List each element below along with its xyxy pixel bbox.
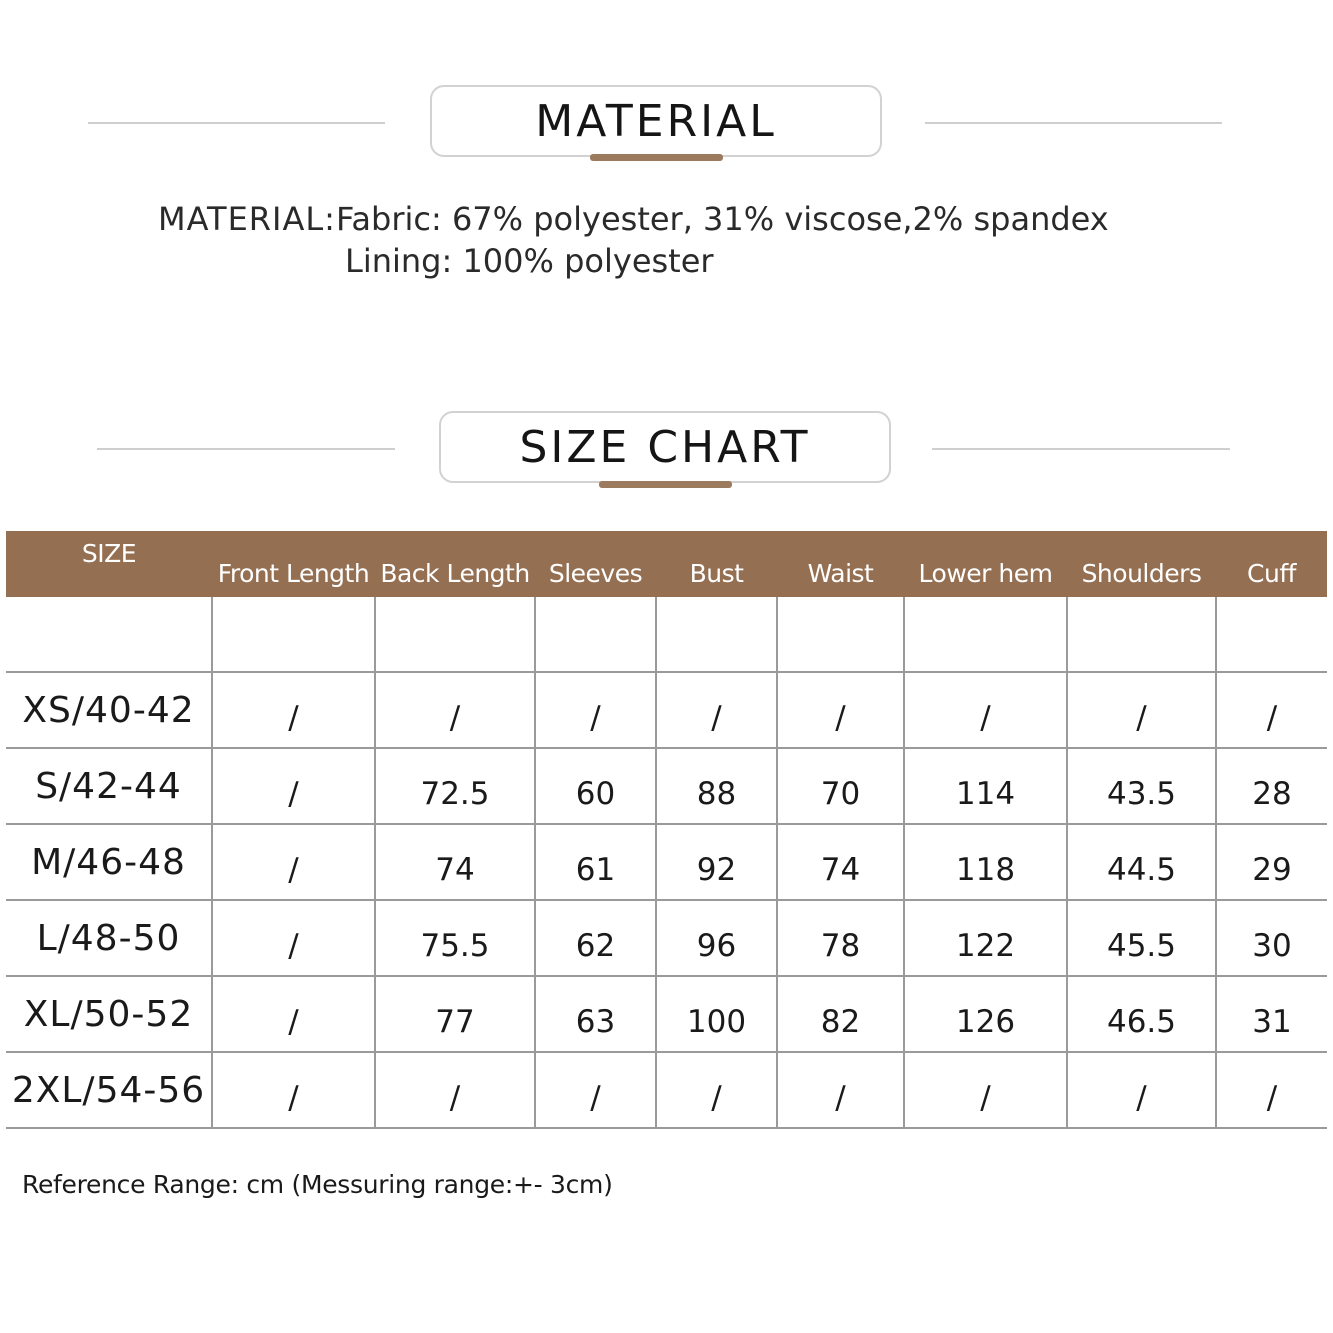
measurement-cell — [777, 824, 904, 900]
measurement-value: 122 — [955, 928, 1016, 964]
measurement-value: 61 — [575, 852, 616, 888]
measurement-cell — [777, 900, 904, 976]
measurement-cell — [904, 748, 1067, 824]
size-cell — [6, 748, 212, 824]
column-header-back-length — [375, 531, 535, 597]
measurement-cell — [375, 672, 535, 748]
measurement-value: / — [449, 700, 461, 736]
table-row — [6, 748, 1327, 824]
measurement-value: 46.5 — [1106, 1004, 1177, 1040]
measurement-cell — [1067, 597, 1216, 672]
measurement-cell — [535, 748, 656, 824]
measurement-cell — [656, 748, 777, 824]
measurement-value: 78 — [820, 928, 861, 964]
measurement-cell — [375, 900, 535, 976]
measurement-cell — [212, 824, 375, 900]
measurement-value: 75.5 — [420, 928, 490, 964]
column-header-bust — [656, 531, 777, 597]
size-cell — [6, 824, 212, 900]
right-divider — [932, 448, 1230, 450]
measurement-cell — [904, 976, 1067, 1052]
column-header-label: Back Length — [380, 558, 530, 588]
size-cell — [6, 976, 212, 1052]
measurement-value: 63 — [575, 1004, 616, 1040]
measurement-value: / — [590, 1080, 601, 1116]
column-header-cuff — [1216, 531, 1327, 597]
size-cell — [6, 1052, 212, 1128]
measurement-value: 60 — [575, 776, 616, 812]
measurement-cell — [535, 824, 656, 900]
measurement-value: 29 — [1252, 852, 1292, 888]
lining-line — [158, 240, 1258, 282]
measurement-cell — [1067, 976, 1216, 1052]
measurement-cell — [1216, 748, 1327, 824]
size-chart-title-box — [439, 411, 891, 483]
measurement-cell — [535, 1052, 656, 1128]
table-row — [6, 597, 1327, 672]
measurement-value: 126 — [955, 1004, 1016, 1040]
measurement-value: / — [711, 1080, 722, 1116]
measurement-cell — [777, 1052, 904, 1128]
measurement-cell — [1216, 1052, 1327, 1128]
size-label: L/48-50 — [36, 917, 181, 959]
size-label: XS/40-42 — [22, 689, 195, 731]
measurement-cell — [656, 597, 777, 672]
measurement-cell — [375, 1052, 535, 1128]
column-header-shoulders — [1067, 531, 1216, 597]
measurement-value: / — [1266, 1080, 1278, 1116]
size-cell — [6, 597, 212, 672]
measurement-value: / — [711, 700, 722, 736]
measurement-value: 118 — [955, 852, 1016, 888]
measurement-cell — [904, 1052, 1067, 1128]
measurement-value: 100 — [686, 1004, 747, 1040]
measurement-cell — [212, 976, 375, 1052]
measurement-value: 74 — [435, 852, 475, 888]
measurement-cell — [1216, 824, 1327, 900]
measurement-cell — [904, 672, 1067, 748]
measurement-cell — [375, 976, 535, 1052]
measurement-value: 44.5 — [1106, 852, 1177, 888]
measurement-cell — [375, 824, 535, 900]
material-header — [0, 85, 1333, 165]
fabric-line — [158, 198, 1258, 240]
reference-note: Reference Range: cm (Messuring range:+- 3cm) — [22, 1170, 613, 1199]
measurement-cell — [656, 900, 777, 976]
measurement-cell — [1216, 672, 1327, 748]
measurement-value: / — [288, 852, 299, 888]
measurement-cell — [1067, 824, 1216, 900]
measurement-value: 30 — [1252, 928, 1292, 964]
measurement-value: 70 — [820, 776, 861, 812]
table-row — [6, 976, 1327, 1052]
material-title-box — [430, 85, 882, 157]
measurement-value: 77 — [435, 1004, 475, 1040]
measurement-value: / — [980, 700, 991, 736]
column-header-size — [6, 531, 212, 597]
column-header-label: Lower hem — [918, 558, 1053, 588]
measurement-cell — [212, 597, 375, 672]
left-divider — [97, 448, 395, 450]
measurement-cell — [777, 748, 904, 824]
measurement-value: 88 — [696, 776, 737, 812]
size-label: S/42-44 — [35, 765, 182, 807]
column-header-label: Shoulders — [1081, 558, 1202, 588]
size-label: XL/50-52 — [23, 993, 194, 1035]
measurement-value: 43.5 — [1106, 776, 1177, 812]
measurement-cell — [656, 976, 777, 1052]
measurement-cell — [1067, 748, 1216, 824]
right-divider — [925, 122, 1222, 124]
measurement-value: / — [835, 700, 846, 736]
size-chart-title-underline — [599, 481, 732, 488]
table-row — [6, 1052, 1327, 1128]
measurement-value: / — [449, 1080, 461, 1116]
measurement-value: 82 — [820, 1004, 861, 1040]
column-header-waist — [777, 531, 904, 597]
measurement-cell — [1067, 1052, 1216, 1128]
measurement-value: / — [288, 700, 299, 736]
measurement-cell — [656, 824, 777, 900]
table-row — [6, 824, 1327, 900]
column-header-label: Sleeves — [548, 558, 643, 588]
table-row — [6, 900, 1327, 976]
measurement-value: 114 — [955, 776, 1016, 812]
material-label: MATERIAL: — [158, 200, 336, 238]
size-cell — [6, 900, 212, 976]
measurement-value: / — [590, 700, 601, 736]
material-title: MATERIAL — [535, 95, 777, 147]
measurement-value: / — [288, 928, 299, 964]
size-label: 2XL/54-56 — [11, 1069, 206, 1111]
measurement-cell — [535, 672, 656, 748]
measurement-cell — [212, 1052, 375, 1128]
size-chart-header — [0, 411, 1333, 491]
measurement-value: / — [835, 1080, 846, 1116]
measurement-value: 74 — [820, 852, 861, 888]
measurement-value: / — [1136, 700, 1147, 736]
measurement-value: 92 — [696, 852, 737, 888]
material-description — [158, 198, 1258, 282]
measurement-value: 31 — [1252, 1004, 1292, 1040]
column-header-label: Front Length — [217, 558, 370, 588]
size-label: M/46-48 — [31, 841, 186, 883]
measurement-cell — [904, 900, 1067, 976]
measurement-value: 45.5 — [1106, 928, 1177, 964]
measurement-value: 28 — [1252, 776, 1292, 812]
measurement-value: 62 — [575, 928, 616, 964]
measurement-cell — [535, 976, 656, 1052]
measurement-cell — [212, 672, 375, 748]
column-header-label: Bust — [689, 558, 744, 588]
table-row — [6, 672, 1327, 748]
measurement-cell — [535, 597, 656, 672]
column-header-label: SIZE — [81, 538, 137, 568]
measurement-cell — [212, 748, 375, 824]
measurement-cell — [375, 748, 535, 824]
column-header-sleeves — [535, 531, 656, 597]
measurement-value: / — [288, 776, 299, 812]
measurement-cell — [1067, 900, 1216, 976]
measurement-value: / — [1136, 1080, 1147, 1116]
measurement-value: 96 — [696, 928, 737, 964]
measurement-cell — [1067, 672, 1216, 748]
measurement-value: / — [1266, 700, 1278, 736]
measurement-cell — [375, 597, 535, 672]
measurement-cell — [904, 597, 1067, 672]
measurement-cell — [777, 672, 904, 748]
material-title-underline — [590, 154, 723, 161]
size-cell — [6, 672, 212, 748]
measurement-cell — [777, 597, 904, 672]
fabric-text: Fabric: 67% polyester, 31% viscose,2% spandex — [335, 200, 1109, 238]
column-header-label: Cuff — [1247, 558, 1296, 588]
measurement-cell — [1216, 900, 1327, 976]
measurement-value: / — [288, 1080, 299, 1116]
measurement-value: 72.5 — [420, 776, 490, 812]
column-header-lower-hem — [904, 531, 1067, 597]
column-header-label: Waist — [807, 558, 874, 588]
left-divider — [88, 122, 385, 124]
measurement-cell — [535, 900, 656, 976]
size-table — [6, 531, 1327, 1129]
measurement-cell — [1216, 976, 1327, 1052]
measurement-cell — [1216, 597, 1327, 672]
measurement-value: / — [288, 1004, 299, 1040]
measurement-cell — [656, 672, 777, 748]
size-chart-title: SIZE CHART — [519, 421, 811, 473]
lining-text: Lining: 100% polyester — [345, 242, 714, 280]
measurement-value: / — [980, 1080, 991, 1116]
table-header-row — [6, 531, 1327, 597]
measurement-cell — [212, 900, 375, 976]
column-header-front-length — [212, 531, 375, 597]
table-body — [6, 597, 1327, 1128]
measurement-cell — [904, 824, 1067, 900]
measurement-cell — [656, 1052, 777, 1128]
measurement-cell — [777, 976, 904, 1052]
